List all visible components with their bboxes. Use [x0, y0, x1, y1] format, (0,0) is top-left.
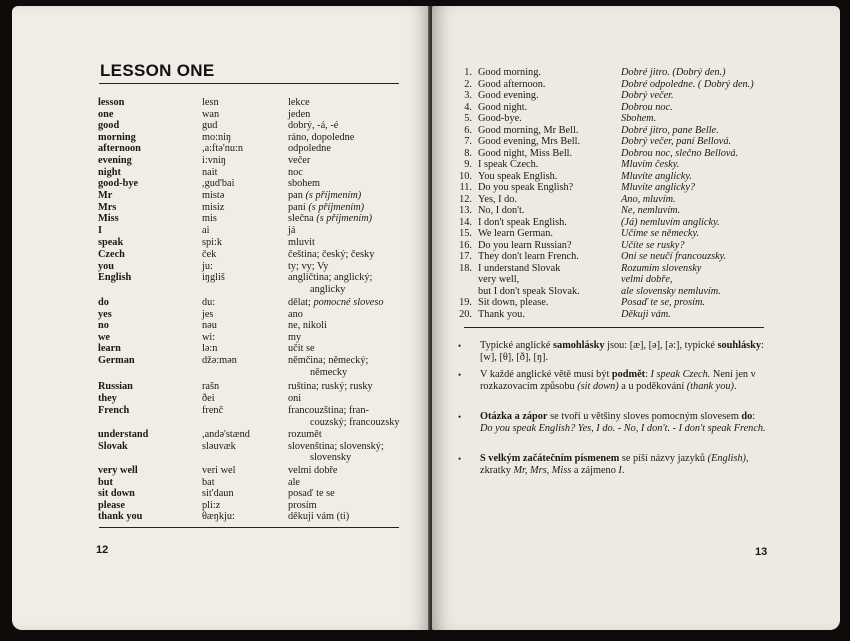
meaning-text: velmi dobře [288, 465, 338, 476]
note-italic: Mr, Mrs, Miss [513, 465, 572, 477]
phrase-number: 7. [464, 136, 472, 147]
phrase-number: 17. [459, 251, 472, 262]
vocab-pronunciation: ček [202, 249, 217, 260]
meaning-text: němčina; německý; [288, 355, 369, 366]
note-italic: (sit down) [577, 381, 619, 393]
vocab-pronunciation: sləuvæk [202, 440, 236, 452]
note-text: se píší názvy jazyků [619, 453, 708, 464]
phrase-czech: Mluvíte anglicky. [621, 170, 692, 182]
phrase-number: 14. [459, 216, 472, 228]
phrase-czech: Dobré odpoledne. ( Dobrý den.) [621, 78, 754, 90]
phrase-czech: ale slovensky nemluvím. [621, 285, 721, 297]
vocab-meaning [288, 511, 418, 523]
meaning-text: my [288, 331, 302, 343]
phrase-czech: Rozumím slovensky [621, 262, 702, 274]
vocab-pronunciation: spi:k [202, 237, 223, 248]
phrases-divider [464, 327, 764, 328]
vocab-pronunciation: lə:n [202, 343, 218, 354]
vocab-meaning [288, 320, 418, 332]
vocab-pronunciation: džə:mən [202, 355, 237, 366]
vocab-word: do [98, 297, 109, 308]
vocab-pronunciation: mistə [202, 190, 225, 201]
phrase-czech: (Já) nemluvím anglicky. [621, 216, 720, 228]
phrase-czech: Ne, nemluvím. [621, 205, 681, 216]
note-subject [458, 369, 766, 393]
phrase-czech: Ano, mluvím. [621, 193, 676, 205]
phrase-english: Good evening, Mrs Bell. [478, 136, 581, 147]
note-question-negative [458, 411, 766, 435]
phrase-czech: Učíme se německy. [621, 228, 700, 239]
vocab-word: Mrs [98, 201, 117, 213]
phrase-number: 3. [464, 90, 472, 101]
vocab-word: one [98, 108, 114, 120]
vocab-word: Miss [98, 213, 119, 224]
meaning-text: dělat; [288, 297, 311, 308]
note-italic: I [618, 465, 622, 477]
meaning-continuation: couzský; francouzsky [310, 416, 400, 428]
vocab-meaning [288, 261, 418, 273]
vocab-meaning [288, 381, 418, 393]
phrase-english: I understand Slovak [478, 262, 561, 274]
phrase-english: Good evening. [478, 90, 539, 101]
vocab-word: learn [98, 343, 121, 354]
vocab-word: Russian [98, 381, 133, 392]
meaning-text: mluvit [288, 237, 315, 248]
note-bold: samohlásky [553, 340, 605, 351]
phrase-english: Good morning. [478, 67, 541, 78]
note-text: , zkratky [480, 453, 749, 477]
left-page [12, 6, 430, 630]
vocab-meaning [288, 355, 418, 378]
phrase-english: Good night. [478, 101, 528, 113]
vocab-meaning [288, 202, 418, 214]
meaning-text: já [288, 225, 296, 236]
vocab-meaning [288, 332, 418, 344]
phrase-english: Good morning, Mr Bell. [478, 124, 579, 136]
phrase-english: Do you learn Russian? [478, 239, 572, 251]
bullet-icon: • [458, 341, 462, 351]
meaning-text: slečna [288, 213, 314, 224]
meaning-text: oni [288, 393, 302, 404]
vocab-word: please [98, 499, 125, 511]
note-text: a u poděkování [618, 381, 687, 393]
meaning-note: (s příjmením) [316, 213, 373, 224]
vocab-pronunciation: i:vniŋ [202, 155, 226, 166]
meaning-text: ale [288, 476, 301, 488]
phrase-english: I speak Czech. [478, 159, 539, 170]
phrase-czech: Dobré jitro. (Dobrý den.) [621, 67, 726, 78]
vocab-meaning [288, 155, 418, 167]
vocab-pronunciation: veri wel [202, 465, 236, 476]
vocab-meaning [288, 120, 418, 132]
vocab-pronunciation: sit'daun [202, 488, 234, 499]
vocab-pronunciation: nait [202, 166, 218, 178]
meaning-continuation: anglicky [310, 283, 346, 295]
note-text: a zájmeno [571, 465, 619, 477]
meaning-text: slovenština; slovenský; [288, 440, 384, 452]
vocab-meaning [288, 405, 418, 428]
page-number-right: 13 [755, 546, 768, 558]
vocab-pronunciation: lesn [202, 97, 219, 108]
phrase-czech: Děkuji vám. [621, 308, 671, 320]
note-text: : [w], [θ], [ð], [ŋ]. [480, 340, 764, 364]
vocab-word: morning [98, 131, 136, 143]
note-bold: souhlásky [717, 340, 762, 351]
vocab-word: you [98, 260, 115, 272]
vocab-meaning [288, 213, 418, 225]
phrase-english: I don't speak English. [478, 216, 567, 228]
meaning-continuation: slovensky [310, 452, 352, 463]
meaning-text: angličtina; anglický; [288, 272, 373, 283]
vocab-word: but [98, 476, 113, 488]
vocab-word: understand [98, 429, 149, 440]
phrase-number: 16. [459, 239, 472, 251]
phrase-number: 6. [464, 124, 472, 136]
vocab-pronunciation: mis [202, 213, 217, 224]
note-vowels-consonants [458, 340, 766, 364]
phrase-czech: Mluvím česky. [621, 159, 680, 170]
phrase-number: 9. [464, 159, 472, 170]
bottom-divider [99, 527, 399, 528]
vocab-pronunciation: wi: [202, 331, 216, 343]
note-text: Není jen v rozkazovacím způsobu [480, 369, 756, 393]
phrase-number: 12. [459, 193, 472, 205]
vocab-word: German [98, 355, 135, 366]
phrase-number: 8. [464, 147, 472, 159]
meaning-text: dobrý, -á, -é [288, 120, 339, 131]
vocab-meaning [288, 178, 418, 190]
vocab-meaning [288, 488, 418, 500]
meaning-text: prosím [288, 499, 317, 511]
vocab-meaning [288, 237, 418, 249]
vocab-meaning [288, 272, 418, 295]
note-text: : [752, 411, 756, 422]
vocab-word: good [98, 120, 120, 131]
meaning-text: ráno, dopoledne [288, 131, 355, 143]
vocab-pronunciation: θæŋkju: [202, 511, 235, 522]
vocab-word: we [98, 331, 111, 343]
vocab-word: good-bye [98, 178, 139, 189]
vocab-word: yes [98, 308, 112, 320]
phrase-english: Good afternoon. [478, 78, 546, 90]
meaning-text: lekce [288, 97, 310, 108]
vocab-pronunciation: du: [202, 297, 216, 308]
note-capital-letters [458, 453, 766, 477]
note-text: V každé anglické větě musí být [480, 369, 612, 380]
vocab-pronunciation: ,andə'stænd [202, 429, 250, 440]
note-italic: (English) [707, 453, 746, 464]
note-bold: do [741, 411, 753, 422]
vocab-word: I [98, 225, 103, 236]
vocab-meaning [288, 109, 418, 121]
vocab-pronunciation: jes [202, 308, 214, 320]
meaning-note: pomocné sloveso [313, 297, 384, 308]
phrase-czech: Dobré jitro, pane Belle. [621, 124, 719, 136]
meaning-text: jeden [288, 108, 311, 120]
note-italic: (thank you) [686, 381, 734, 393]
meaning-text: učit se [288, 343, 315, 354]
phrase-number: 11. [459, 182, 472, 193]
vocab-pronunciation: frenč [202, 405, 224, 416]
meaning-note: (s příjmením) [305, 190, 362, 201]
phrase-english: Sit down, please. [478, 297, 549, 308]
meaning-text: večer [288, 155, 311, 166]
phrase-english: Good-bye. [478, 113, 522, 124]
phrase-czech: Posaď te se, prosím. [621, 297, 705, 308]
note-italic: I speak Czech. [650, 369, 711, 380]
note-text: : [645, 369, 651, 380]
phrase-list [432, 6, 840, 630]
vocab-meaning [288, 132, 418, 144]
phrase-number: 1. [464, 67, 472, 78]
vocab-word: French [98, 405, 130, 416]
vocab-meaning [288, 225, 418, 237]
meaning-text: paní [288, 201, 306, 213]
phrase-english: Good night, Miss Bell. [478, 147, 573, 159]
vocab-meaning [288, 249, 418, 261]
vocab-pronunciation: ,gud'bai [202, 178, 235, 189]
phrase-czech: Oni se neučí francouzsky. [621, 251, 727, 262]
vocab-word: afternoon [98, 143, 141, 154]
phrase-english: They don't learn French. [478, 251, 579, 262]
vocab-word: very well [98, 465, 138, 476]
vocab-meaning [288, 167, 418, 179]
meaning-note: (s příjmením) [308, 201, 365, 213]
right-page [432, 6, 840, 630]
meaning-text: odpoledne [288, 143, 331, 154]
meaning-text: pan [288, 190, 303, 201]
phrase-czech: velmi dobře, [621, 274, 673, 285]
vocab-meaning [288, 297, 418, 309]
vocab-word: speak [98, 237, 124, 248]
vocab-pronunciation: ,a:ftə'nu:n [202, 143, 244, 154]
phrase-number: 19. [459, 297, 472, 308]
note-text: . [621, 465, 625, 477]
phrase-english: No, I don't. [478, 205, 525, 216]
phrase-number: 10. [459, 170, 472, 182]
vocab-meaning [288, 429, 418, 441]
vocab-meaning [288, 343, 418, 355]
note-text: se tvoří u většiny sloves pomocným slovesem [547, 411, 742, 422]
vocab-pronunciation: pli:z [202, 499, 221, 511]
vocab-meaning [288, 97, 418, 109]
meaning-text: rozumět [288, 429, 322, 440]
vocab-word: they [98, 393, 117, 404]
phrase-number: 5. [464, 113, 472, 124]
vocab-meaning [288, 441, 418, 464]
phrase-english: You speak English. [478, 170, 558, 182]
vocab-pronunciation: gud [202, 120, 218, 131]
meaning-continuation: německy [310, 366, 348, 378]
note-text: jsou: [æ], [ə], [ə:], typické [604, 340, 718, 351]
phrase-number: 13. [459, 205, 472, 216]
vocab-word: English [98, 272, 132, 283]
phrase-czech: Sbohem. [621, 113, 657, 124]
vocab-meaning [288, 143, 418, 155]
phrase-czech: Dobrou noc. [621, 101, 673, 113]
phrase-english: but I don't speak Slovak. [478, 285, 580, 297]
vocab-meaning [288, 500, 418, 512]
meaning-text: děkuji vám (ti) [288, 511, 350, 522]
vocab-word: sit down [98, 488, 135, 499]
phrase-czech: Dobrou noc, slečno Bellová. [621, 147, 739, 159]
phrase-english: We learn German. [478, 228, 553, 239]
phrase-czech: Dobrý večer, paní Bellová. [621, 136, 732, 147]
vocab-pronunciation: bat [202, 476, 215, 488]
meaning-text: posaď te se [288, 488, 335, 499]
bullet-icon: • [458, 412, 462, 422]
vocab-word: night [98, 166, 121, 178]
meaning-text: ano [288, 308, 303, 320]
vocab-pronunciation: ai [202, 225, 210, 236]
phrase-number: 2. [464, 78, 472, 90]
vocab-pronunciation: rašn [202, 381, 220, 392]
phrase-czech: Mluvíte anglicky? [621, 182, 696, 193]
phrase-english: very well, [478, 274, 520, 285]
vocab-word: Czech [98, 249, 125, 260]
phrase-number: 4. [464, 101, 472, 113]
vocab-word: lesson [98, 97, 125, 108]
page-number-left: 12 [96, 544, 109, 556]
meaning-text: francouzština; fran- [288, 405, 369, 416]
meaning-text: sbohem [288, 178, 321, 189]
meaning-text: čeština; český; česky [288, 249, 375, 260]
phrase-czech: Dobrý večer. [621, 90, 674, 101]
note-bold: Otázka a zápor [480, 411, 548, 422]
note-italic: Do you speak English? Yes, I do. - No, I don't. - I don't speak French. [480, 423, 766, 435]
vocab-pronunciation: ðei [202, 393, 215, 404]
vocab-word: Slovak [98, 440, 128, 452]
vocab-word: thank you [98, 511, 143, 522]
meaning-text: ty; vy; Vy [288, 260, 329, 272]
phrase-czech: Učíte se rusky? [621, 239, 685, 251]
phrase-number: 20. [459, 308, 472, 320]
meaning-text: noc [288, 166, 303, 178]
note-text: Typické anglické [480, 340, 554, 351]
vocab-meaning [288, 190, 418, 202]
vocab-word: Mr [98, 190, 113, 201]
vocab-meaning [288, 465, 418, 477]
meaning-text: ne, nikoli [288, 320, 327, 331]
vocab-meaning [288, 477, 418, 489]
vocabulary-list [12, 6, 430, 630]
bullet-icon: • [458, 370, 462, 380]
vocab-pronunciation: misiz [202, 201, 225, 213]
phrase-number: 18. [459, 262, 472, 274]
vocab-word: no [98, 320, 109, 331]
phrase-english: Do you speak English? [478, 182, 574, 193]
vocab-pronunciation: ju: [202, 260, 213, 272]
note-bold: S velkým začátečním písmenem [480, 453, 620, 464]
vocab-meaning [288, 393, 418, 405]
note-bold: podmět [611, 369, 646, 380]
vocab-pronunciation: wan [202, 108, 220, 120]
vocab-pronunciation: mo:niŋ [202, 131, 232, 143]
vocab-meaning [288, 309, 418, 321]
phrase-number: 15. [459, 228, 472, 239]
vocab-pronunciation: iŋgliš [202, 272, 225, 283]
meaning-text: ruština; ruský; rusky [288, 381, 373, 392]
vocab-pronunciation: nəu [202, 320, 217, 331]
bullet-icon: • [458, 454, 462, 464]
phrase-english: Yes, I do. [478, 193, 518, 205]
vocab-word: evening [98, 155, 132, 166]
phrase-english: Thank you. [478, 308, 525, 320]
lesson-title: LESSON ONE [100, 61, 215, 80]
note-text: . [733, 381, 737, 393]
